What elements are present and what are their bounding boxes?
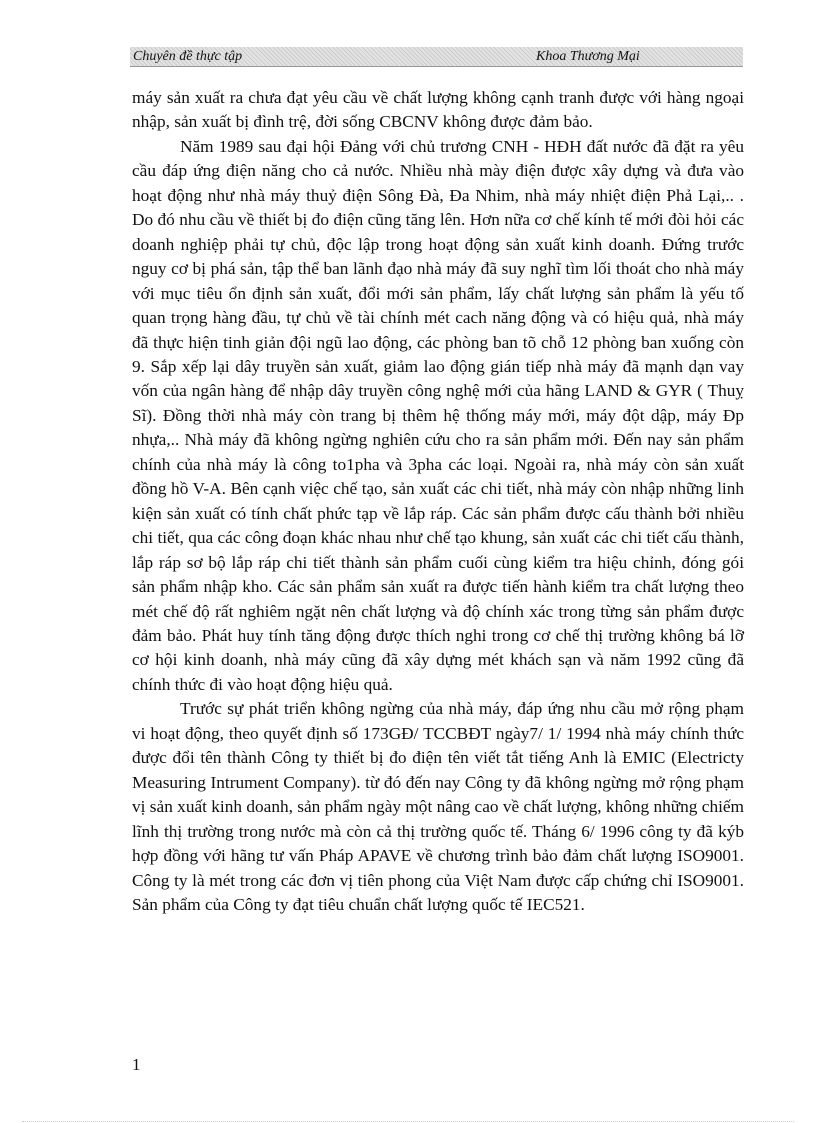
paragraph-1989-history: Năm 1989 sau đại hội Đảng với chủ trương CNH - HĐH đất nước đã đặt ra yêu cầu đáp ứng điện năng cho cả nước. Nhiều nhà mày điện được xây dựng và đưa vào hoạt động như nhà máy thuỷ điện Sông Đà, Đa Nhim, nhà máy nhiệt điện Phả Lại,.. . Do đó nhu cầu về thiết bị đo điện cũng tăng lên. Hơn nữa cơ chế kính tế mới đòi hỏi các doanh nghiệp phải tự chủ, độc lập trong hoạt động sản xuất kinh doanh. Đứng trước nguy cơ bị phá sản, tập thể ban lãnh đạo nhà máy đã suy nghĩ tìm lối thoát cho nhà máy với mục tiêu ổn định sản xuất, đổi mới sản phẩm, lấy chất lượng sản phẩm là yếu tố quan trọng hàng đầu, tự chủ về tài chính mét cach năng động và có hiệu quả, nhà máy đã thực hiện tinh giản đội ngũ lao động, các phòng ban tõ chỗ 12 phòng ban xuống còn 9. Sắp xếp lại dây truyền sản xuất, giảm lao động gián tiếp nhà máy đã mạnh dạn vay vốn của ngân hàng để nhập dây truyền công nghệ mới của hãng LAND & GYR ( Thuỵ Sĩ). Đồng thời nhà máy còn trang bị thêm hệ thống máy mới, máy đột dập, máy Đp nhựa,.. Nhà máy đã không ngừng nghiên cứu cho ra sản phẩm mới. Đến nay sản phẩm chính của nhà máy là công to1pha và 3pha các loại. Ngoài ra, nhà máy còn sản xuất đồng hồ V-A. Bên cạnh việc chế tạo, sản xuất các chi tiết, nhà máy còn nhập những linh kiện sản xuất có tính chất phức tạp về lắp ráp. Các sản phẩm được cấu thành bởi nhiều chi tiết, qua các công đoạn khác nhau như chế tạo khung, sản xuất các chi tiết cấu thành, lắp ráp sơ bộ lắp ráp chi tiết thành sản phẩm cuối cùng kiểm tra hiệu chỉnh, đóng gói sản phẩm nhập kho. Các sản phẩm sản xuất ra được tiến hành kiểm tra chất lượng theo mét chế độ rất nghiêm ngặt nên chất lượng và độ chính xác trong từng sản phẩm được đảm bảo. Phát huy tính tăng động được thích nghi trong cơ chế thị trường không bá lỡ cơ hội kinh doanh, nhà máy cũng đã xây dựng mét khách sạn và năm 1992 cũng đã chính thức đi vào hoạt động hiệu quả. — [132, 136, 744, 694]
document-body — [132, 86, 744, 917]
footer-divider — [22, 1121, 794, 1122]
header-left-title: Chuyên đề thực tập — [133, 49, 243, 64]
header-right-title: Khoa Thương Mại — [536, 49, 640, 64]
paragraph-company-rename: Trước sự phát triển không ngừng của nhà máy, đáp ứng nhu cầu mở rộng phạm vi hoạt động, theo quyết định số 173GĐ/ TCCBĐT ngày7/ 1/ 1994 nhà máy chính thức được đổi tên thành Công ty thiết bị đo điện tên viết tắt tiếng Anh là EMIC (Electricty Measuring Intrument Company). từ đó đến nay Công ty đã không ngừng mở rộng phạm vị sản xuất kinh doanh, sản phẩm ngày một nâng cao về chất lượng, không những chiếm lĩnh thị trường trong nước mà còn cả thị trường quốc tế. Tháng 6/ 1996 công ty đã kýb hợp đồng với hãng tư vấn Pháp APAVE về chương trình bảo đảm chất lượng ISO9001. Công ty là mét trong các đơn vị tiên phong của Việt Nam được cấp chứng chỉ ISO9001. Sản phẩm của Công ty đạt tiêu chuẩn chất lượng quốc tế IEC521. — [132, 699, 744, 914]
page-header — [130, 47, 743, 67]
paragraph-continuation: máy sản xuất ra chưa đạt yêu cầu về chất lượng không cạnh tranh được với hàng ngoại nhập, sản xuất bị đình trệ, đời sống CBCNV không được đảm bảo. — [132, 88, 744, 132]
page-number: 1 — [132, 1055, 141, 1074]
